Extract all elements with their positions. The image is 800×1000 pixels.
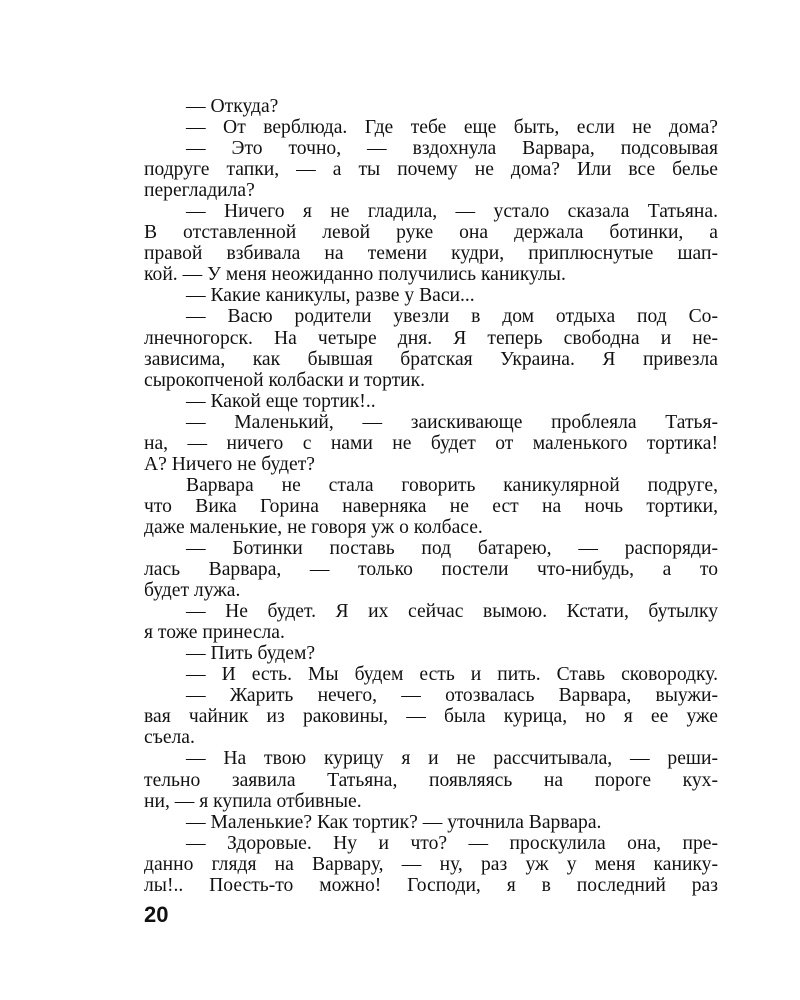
page-number: 20 bbox=[144, 902, 169, 927]
text-line: данно глядя на Варвару, — ну, раз уж у меня канику- bbox=[144, 853, 718, 875]
text-line: — Маленькие? Как тортик? — уточнила Варвара. bbox=[186, 811, 602, 833]
text-line: — Ничего я не гладила, — устало сказала Татьяна. bbox=[186, 201, 718, 223]
text-line: — На твою курицу я и не рассчитывала, — реши- bbox=[186, 748, 718, 770]
text-line: В отставленной левой руке она держала ботинки, а bbox=[144, 222, 718, 244]
text-line: — Это точно, — вздохнула Варвара, подсовывая bbox=[186, 138, 718, 160]
text-line: — Маленький, — заискивающе проблеяла Татья- bbox=[186, 411, 718, 433]
text-line: — Пить будем? bbox=[186, 643, 316, 665]
text-line: на, — ничего с нами не будет от маленького тортика! bbox=[144, 432, 718, 454]
text-line: — Какой еще тортик!.. bbox=[186, 390, 376, 412]
text-line: ни, — я купила отбивные. bbox=[144, 790, 362, 812]
text-line: съела. bbox=[144, 727, 195, 749]
text-line: лась Варвара, — только постели что-нибудь, а то bbox=[144, 559, 718, 581]
text-line: лы!.. Поесть-то можно! Господи, я в последний раз bbox=[144, 874, 718, 896]
text-line: даже маленькие, не говоря уж о колбасе. bbox=[144, 516, 483, 538]
text-line: — Васю родители увезли в дом отдыха под Со- bbox=[186, 306, 718, 328]
text-line: будет лужа. bbox=[144, 580, 241, 602]
text-line: — И есть. Мы будем есть и пить. Ставь сковородку. bbox=[186, 664, 718, 686]
text-line: — Жарить нечего, — отозвалась Варвара, выужи- bbox=[186, 685, 718, 707]
text-line: А? Ничего не будет? bbox=[144, 453, 315, 475]
text-line: — Ботинки поставь под батарею, — распоряди- bbox=[186, 537, 718, 559]
book-page-text bbox=[144, 96, 718, 896]
text-line: подруге тапки, — а ты почему не дома? Или все белье bbox=[144, 159, 718, 181]
text-line: зависима, как бывшая братская Украина. Я привезла bbox=[144, 348, 718, 370]
text-line: — От верблюда. Где тебе еще быть, если не дома? bbox=[186, 117, 718, 139]
text-line: лнечногорск. На четыре дня. Я теперь свободна и не- bbox=[144, 327, 718, 349]
text-line: — Здоровые. Ну и что? — проскулила она, пре- bbox=[186, 832, 718, 854]
text-line: — Не будет. Я их сейчас вымою. Кстати, бутылку bbox=[186, 601, 718, 623]
text-line: я тоже принесла. bbox=[144, 622, 285, 644]
text-line: — Какие каникулы, разве у Васи... bbox=[186, 285, 475, 307]
text-line: вая чайник из раковины, — была курица, но я ее уже bbox=[144, 706, 718, 728]
text-line: что Вика Горина наверняка не ест на ночь тортики, bbox=[144, 495, 718, 517]
text-line: — Откуда? bbox=[186, 96, 279, 117]
text-line: правой взбивала на темени кудри, приплюснутые шап- bbox=[144, 243, 718, 265]
text-line: перегладила? bbox=[144, 180, 255, 202]
text-line: кой. — У меня неожиданно получились каникулы. bbox=[144, 264, 566, 286]
text-line: тельно заявила Татьяна, появляясь на пороге кух- bbox=[144, 769, 718, 791]
text-line: сырокопченой колбаски и тортик. bbox=[144, 369, 426, 391]
text-line: Варвара не стала говорить каникулярной подруге, bbox=[186, 474, 718, 496]
